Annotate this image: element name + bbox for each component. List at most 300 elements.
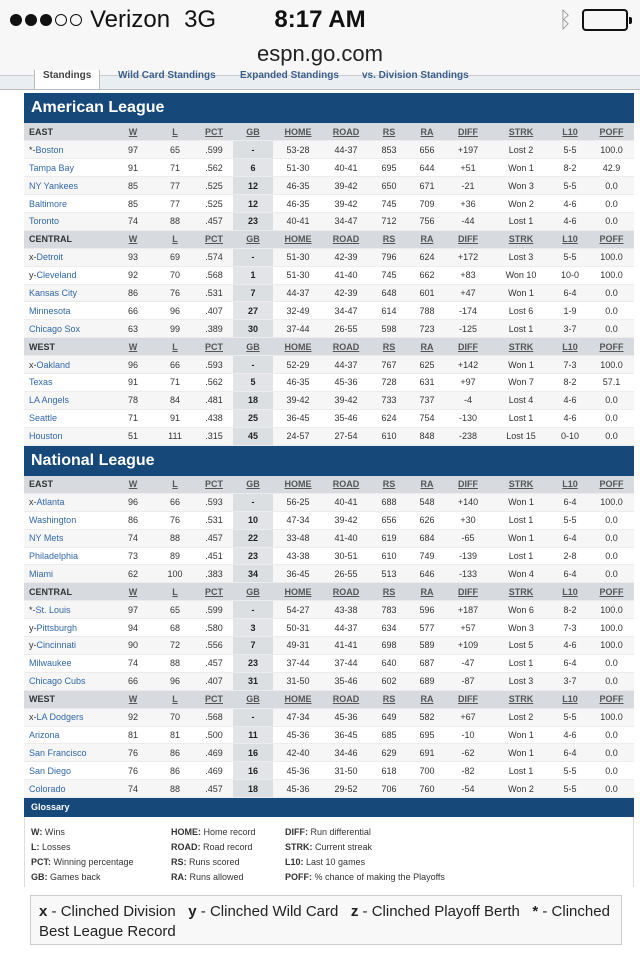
stat-rs: 656 — [369, 511, 409, 529]
stat-strk: Won 10 — [491, 266, 551, 284]
column-header-pct[interactable]: PCT — [195, 690, 233, 708]
stat-ra: 589 — [409, 637, 445, 655]
stat-rs: 853 — [369, 141, 409, 159]
stat-l10: 2-8 — [551, 547, 589, 565]
stat-pct: .599 — [195, 601, 233, 619]
stat-gb: 16 — [233, 762, 273, 780]
network-type: 3G — [184, 6, 217, 33]
stat-pct: .407 — [195, 672, 233, 690]
stat-w: 96 — [111, 493, 155, 511]
team-link[interactable]: Tampa Bay — [29, 162, 75, 173]
glossary — [24, 817, 634, 887]
team-link[interactable]: Colorado — [29, 783, 66, 794]
column-header-rs[interactable]: RS — [369, 690, 409, 708]
team-link[interactable]: Kansas City — [29, 287, 78, 298]
stat-ra: 624 — [409, 248, 445, 266]
stat-pct: .562 — [195, 159, 233, 177]
column-header-w[interactable]: W — [111, 230, 155, 248]
column-header-home[interactable]: HOME — [273, 123, 323, 141]
stat-strk: Won 1 — [491, 159, 551, 177]
stat-poff: 42.9 — [589, 159, 634, 177]
stat-home: 33-48 — [273, 529, 323, 547]
stat-diff: +142 — [445, 356, 491, 374]
stat-poff: 0.0 — [589, 654, 634, 672]
column-header-poff[interactable]: POFF — [589, 690, 634, 708]
column-header-rs[interactable]: RS — [369, 123, 409, 141]
column-header-l[interactable]: L — [155, 123, 195, 141]
stat-pct: .438 — [195, 409, 233, 427]
stat-l: 86 — [155, 762, 195, 780]
column-header-gb[interactable]: GB — [233, 583, 273, 601]
column-header-home[interactable]: HOME — [273, 583, 323, 601]
column-header-poff[interactable]: POFF — [589, 230, 634, 248]
stat-poff: 0.0 — [589, 409, 634, 427]
stat-w: 90 — [111, 637, 155, 655]
team-cell — [24, 356, 111, 374]
glossary-column — [285, 825, 445, 885]
division-name: CENTRAL — [24, 583, 111, 601]
column-header-gb[interactable]: GB — [233, 123, 273, 141]
division-header-row — [24, 690, 634, 708]
column-header-ra[interactable]: RA — [409, 230, 445, 248]
stat-gb: 1 — [233, 266, 273, 284]
column-header-home[interactable]: HOME — [273, 476, 323, 494]
glossary-key: HOME: — [171, 827, 201, 838]
stat-pct: .481 — [195, 391, 233, 409]
stat-home: 45-36 — [273, 726, 323, 744]
column-header-l10[interactable]: L10 — [551, 123, 589, 141]
stat-road: 42-39 — [323, 284, 369, 302]
stat-diff: -82 — [445, 762, 491, 780]
team-link[interactable]: Milwaukee — [29, 658, 72, 669]
stat-rs: 712 — [369, 212, 409, 230]
column-header-strk[interactable]: STRK — [491, 230, 551, 248]
team-row — [24, 726, 634, 744]
team-row — [24, 493, 634, 511]
stat-l: 76 — [155, 284, 195, 302]
column-header-road[interactable]: ROAD — [323, 338, 369, 356]
column-header-l[interactable]: L — [155, 690, 195, 708]
stat-road: 26-55 — [323, 320, 369, 338]
stat-ra: 582 — [409, 708, 445, 726]
column-header-ra[interactable]: RA — [409, 690, 445, 708]
column-header-ra[interactable]: RA — [409, 123, 445, 141]
team-cell — [24, 284, 111, 302]
column-header-poff[interactable]: POFF — [589, 476, 634, 494]
tab-wild-card-standings[interactable]: Wild Card Standings — [118, 70, 216, 81]
team-link[interactable]: Boston — [35, 144, 64, 155]
stat-l10: 3-7 — [551, 320, 589, 338]
stat-l: 100 — [155, 565, 195, 583]
team-link[interactable]: St. Louis — [35, 604, 71, 615]
stat-l10: 10-0 — [551, 266, 589, 284]
column-header-home[interactable]: HOME — [273, 230, 323, 248]
tab-vs-division-standings[interactable]: vs. Division Standings — [362, 70, 469, 81]
stat-l: 88 — [155, 780, 195, 798]
team-link[interactable]: LA Dodgers — [36, 712, 84, 723]
team-link[interactable]: Houston — [29, 431, 63, 442]
team-row — [24, 637, 634, 655]
stat-ra: 662 — [409, 266, 445, 284]
stat-w: 81 — [111, 726, 155, 744]
team-link[interactable]: LA Angels — [29, 395, 70, 406]
team-link[interactable]: Chicago Sox — [29, 323, 81, 334]
stat-diff: +36 — [445, 195, 491, 213]
stat-rs: 629 — [369, 744, 409, 762]
stat-poff: 0.0 — [589, 427, 634, 445]
team-link[interactable]: San Francisco — [29, 747, 87, 758]
stat-l10: 6-4 — [551, 493, 589, 511]
column-header-diff[interactable]: DIFF — [445, 690, 491, 708]
glossary-item — [31, 825, 134, 840]
column-header-road[interactable]: ROAD — [323, 690, 369, 708]
column-header-strk[interactable]: STRK — [491, 123, 551, 141]
column-header-l[interactable]: L — [155, 230, 195, 248]
stat-road: 30-51 — [323, 547, 369, 565]
column-header-poff[interactable]: POFF — [589, 338, 634, 356]
stat-ra: 684 — [409, 529, 445, 547]
glossary-item — [31, 855, 134, 870]
division-name: EAST — [24, 476, 111, 494]
column-header-l10[interactable]: L10 — [551, 230, 589, 248]
stat-pct: .389 — [195, 320, 233, 338]
stat-pct: .556 — [195, 637, 233, 655]
legend-item: x - Clinched Division — [39, 903, 176, 920]
column-header-rs[interactable]: RS — [369, 338, 409, 356]
team-link[interactable]: Cincinnati — [36, 640, 77, 651]
team-row — [24, 511, 634, 529]
team-link[interactable]: Cleveland — [36, 270, 77, 281]
stat-strk: Lost 3 — [491, 672, 551, 690]
glossary-value: Wins — [44, 827, 65, 838]
stat-gb: 34 — [233, 565, 273, 583]
stat-home: 43-38 — [273, 547, 323, 565]
glossary-key: POFF: — [285, 872, 312, 883]
team-cell — [24, 248, 111, 266]
stat-w: 51 — [111, 427, 155, 445]
stat-poff: 100.0 — [589, 493, 634, 511]
team-link[interactable]: Minnesota — [29, 305, 71, 316]
column-header-pct[interactable]: PCT — [195, 230, 233, 248]
stat-l: 65 — [155, 601, 195, 619]
stat-w: 97 — [111, 601, 155, 619]
column-header-strk[interactable]: STRK — [491, 583, 551, 601]
team-row — [24, 320, 634, 338]
clinch-legend — [30, 895, 622, 945]
column-header-w[interactable]: W — [111, 690, 155, 708]
division-name: WEST — [24, 690, 111, 708]
column-header-strk[interactable]: STRK — [491, 476, 551, 494]
stat-w: 74 — [111, 212, 155, 230]
team-link[interactable]: Toronto — [29, 216, 60, 227]
stat-home: 52-29 — [273, 356, 323, 374]
team-link[interactable]: Baltimore — [29, 198, 68, 209]
standings-content — [24, 93, 634, 887]
column-header-l[interactable]: L — [155, 338, 195, 356]
team-link[interactable]: Chicago Cubs — [29, 676, 86, 687]
team-cell — [24, 744, 111, 762]
stat-home: 45-36 — [273, 780, 323, 798]
column-header-strk[interactable]: STRK — [491, 690, 551, 708]
stat-l: 84 — [155, 391, 195, 409]
stat-home: 51-30 — [273, 159, 323, 177]
column-header-ra[interactable]: RA — [409, 338, 445, 356]
league-header: American League — [24, 93, 634, 123]
stat-home: 46-35 — [273, 195, 323, 213]
team-link[interactable]: Miami — [29, 568, 53, 579]
stat-l10: 5-5 — [551, 177, 589, 195]
column-header-diff[interactable]: DIFF — [445, 583, 491, 601]
legend-value: Clinched Wild Card — [209, 903, 339, 920]
stat-w: 97 — [111, 141, 155, 159]
stat-pct: .315 — [195, 427, 233, 445]
stat-l10: 4-6 — [551, 195, 589, 213]
stat-ra: 548 — [409, 493, 445, 511]
legend-key: y — [188, 903, 197, 920]
column-header-gb[interactable]: GB — [233, 690, 273, 708]
stat-road: 37-44 — [323, 654, 369, 672]
tab-expanded-standings[interactable]: Expanded Standings — [240, 70, 339, 81]
column-header-l[interactable]: L — [155, 476, 195, 494]
stat-l: 91 — [155, 409, 195, 427]
stat-w: 92 — [111, 266, 155, 284]
stat-l: 88 — [155, 529, 195, 547]
stat-w: 76 — [111, 744, 155, 762]
team-cell — [24, 762, 111, 780]
team-cell — [24, 780, 111, 798]
stat-ra: 689 — [409, 672, 445, 690]
stat-gb: - — [233, 601, 273, 619]
team-row — [24, 672, 634, 690]
stat-w: 96 — [111, 356, 155, 374]
stat-diff: +83 — [445, 266, 491, 284]
column-header-strk[interactable]: STRK — [491, 338, 551, 356]
stat-road: 44-37 — [323, 356, 369, 374]
stat-strk: Lost 15 — [491, 427, 551, 445]
stat-ra: 625 — [409, 356, 445, 374]
team-link[interactable]: Detroit — [36, 252, 64, 263]
stat-road: 34-46 — [323, 744, 369, 762]
stat-gb: 23 — [233, 547, 273, 565]
stat-diff: +67 — [445, 708, 491, 726]
league-header: National League — [24, 446, 634, 476]
column-header-w[interactable]: W — [111, 476, 155, 494]
tab-standings[interactable]: Standings — [34, 70, 100, 90]
stat-pct: .457 — [195, 654, 233, 672]
column-header-rs[interactable]: RS — [369, 476, 409, 494]
stat-w: 66 — [111, 302, 155, 320]
legend-key: x — [39, 903, 48, 920]
stat-diff: +187 — [445, 601, 491, 619]
team-row — [24, 762, 634, 780]
stat-rs: 650 — [369, 177, 409, 195]
stat-poff: 100.0 — [589, 619, 634, 637]
team-cell — [24, 601, 111, 619]
column-header-home[interactable]: HOME — [273, 338, 323, 356]
column-header-w[interactable]: W — [111, 338, 155, 356]
stat-poff: 100.0 — [589, 601, 634, 619]
column-header-gb[interactable]: GB — [233, 230, 273, 248]
column-header-w[interactable]: W — [111, 583, 155, 601]
column-header-pct[interactable]: PCT — [195, 476, 233, 494]
stat-home: 32-49 — [273, 302, 323, 320]
column-header-gb[interactable]: GB — [233, 476, 273, 494]
column-header-road[interactable]: ROAD — [323, 123, 369, 141]
stat-l: 89 — [155, 547, 195, 565]
glossary-value: Runs allowed — [189, 872, 244, 883]
column-header-ra[interactable]: RA — [409, 583, 445, 601]
team-cell — [24, 619, 111, 637]
team-cell — [24, 511, 111, 529]
column-header-diff[interactable]: DIFF — [445, 123, 491, 141]
glossary-value: Winning percentage — [53, 857, 134, 868]
team-cell — [24, 672, 111, 690]
stat-home: 49-31 — [273, 637, 323, 655]
stat-strk: Won 2 — [491, 195, 551, 213]
column-header-pct[interactable]: PCT — [195, 583, 233, 601]
glossary-value: Road record — [203, 842, 253, 853]
column-header-pct[interactable]: PCT — [195, 123, 233, 141]
column-header-rs[interactable]: RS — [369, 583, 409, 601]
stat-ra: 788 — [409, 302, 445, 320]
stat-diff: -174 — [445, 302, 491, 320]
column-header-diff[interactable]: DIFF — [445, 338, 491, 356]
team-link[interactable]: NY Yankees — [29, 180, 79, 191]
team-link[interactable]: San Diego — [29, 765, 72, 776]
team-link[interactable]: Seattle — [29, 413, 58, 424]
team-cell — [24, 654, 111, 672]
team-cell — [24, 708, 111, 726]
stat-pct: .593 — [195, 493, 233, 511]
stat-rs: 610 — [369, 427, 409, 445]
stat-diff: -87 — [445, 672, 491, 690]
team-link[interactable]: Oakland — [36, 359, 71, 370]
stat-diff: -44 — [445, 212, 491, 230]
stat-gb: - — [233, 356, 273, 374]
stat-road: 40-41 — [323, 493, 369, 511]
legend-value: Clinched Best League Record — [39, 903, 610, 940]
stat-rs: 602 — [369, 672, 409, 690]
stat-l10: 8-2 — [551, 373, 589, 391]
stat-diff: -62 — [445, 744, 491, 762]
team-link[interactable]: Washington — [29, 515, 77, 526]
stat-home: 31-50 — [273, 672, 323, 690]
column-header-l10[interactable]: L10 — [551, 338, 589, 356]
stat-diff: -47 — [445, 654, 491, 672]
stat-diff: -125 — [445, 320, 491, 338]
glossary-key: ROAD: — [171, 842, 201, 853]
stat-poff: 0.0 — [589, 284, 634, 302]
stat-ra: 709 — [409, 195, 445, 213]
stat-home: 47-34 — [273, 511, 323, 529]
stat-road: 45-36 — [323, 373, 369, 391]
glossary-item — [285, 825, 445, 840]
stat-gb: - — [233, 141, 273, 159]
team-link[interactable]: Atlanta — [36, 497, 65, 508]
stat-diff: -133 — [445, 565, 491, 583]
column-header-road[interactable]: ROAD — [323, 230, 369, 248]
stat-rs: 745 — [369, 266, 409, 284]
team-row — [24, 391, 634, 409]
team-link[interactable]: Texas — [29, 377, 53, 388]
stat-l: 77 — [155, 195, 195, 213]
stat-ra: 848 — [409, 427, 445, 445]
column-header-road[interactable]: ROAD — [323, 583, 369, 601]
stat-pct: .407 — [195, 302, 233, 320]
glossary-item — [31, 870, 134, 885]
team-link[interactable]: Arizona — [29, 729, 60, 740]
column-header-ra[interactable]: RA — [409, 476, 445, 494]
stat-rs: 745 — [369, 195, 409, 213]
column-header-gb[interactable]: GB — [233, 338, 273, 356]
legend-item: z - Clinched Playoff Berth — [350, 903, 520, 920]
stat-ra: 631 — [409, 373, 445, 391]
stat-strk: Won 3 — [491, 619, 551, 637]
glossary-key: DIFF: — [285, 827, 308, 838]
column-header-poff[interactable]: POFF — [589, 583, 634, 601]
stat-gb: 25 — [233, 409, 273, 427]
stat-strk: Lost 5 — [491, 637, 551, 655]
glossary-item — [31, 840, 134, 855]
column-header-pct[interactable]: PCT — [195, 338, 233, 356]
stat-l: 81 — [155, 726, 195, 744]
team-cell — [24, 195, 111, 213]
team-row — [24, 547, 634, 565]
column-header-l10[interactable]: L10 — [551, 690, 589, 708]
stat-ra: 687 — [409, 654, 445, 672]
stat-poff: 0.0 — [589, 780, 634, 798]
column-header-w[interactable]: W — [111, 123, 155, 141]
team-row — [24, 284, 634, 302]
stat-home: 53-28 — [273, 141, 323, 159]
stat-home: 47-34 — [273, 708, 323, 726]
stat-strk: Won 1 — [491, 493, 551, 511]
stat-ra: 749 — [409, 547, 445, 565]
stat-poff: 100.0 — [589, 248, 634, 266]
column-header-l10[interactable]: L10 — [551, 476, 589, 494]
stat-gb: - — [233, 248, 273, 266]
team-link[interactable]: Philadelphia — [29, 551, 79, 562]
stat-w: 85 — [111, 195, 155, 213]
column-header-road[interactable]: ROAD — [323, 476, 369, 494]
stat-gb: 27 — [233, 302, 273, 320]
stat-diff: -54 — [445, 780, 491, 798]
stat-pct: .574 — [195, 248, 233, 266]
stat-pct: .562 — [195, 373, 233, 391]
standings-table — [24, 123, 634, 446]
stat-ra: 577 — [409, 619, 445, 637]
column-header-rs[interactable]: RS — [369, 230, 409, 248]
column-header-diff[interactable]: DIFF — [445, 230, 491, 248]
stat-rs: 513 — [369, 565, 409, 583]
glossary-value: Run differential — [310, 827, 371, 838]
stat-l: 68 — [155, 619, 195, 637]
column-header-poff[interactable]: POFF — [589, 123, 634, 141]
stat-ra: 723 — [409, 320, 445, 338]
column-header-home[interactable]: HOME — [273, 690, 323, 708]
team-link[interactable]: Pittsburgh — [36, 622, 78, 633]
stat-poff: 100.0 — [589, 708, 634, 726]
stat-w: 74 — [111, 529, 155, 547]
stat-home: 24-57 — [273, 427, 323, 445]
team-link[interactable]: NY Mets — [29, 533, 64, 544]
stat-ra: 756 — [409, 212, 445, 230]
stat-l: 99 — [155, 320, 195, 338]
column-header-diff[interactable]: DIFF — [445, 476, 491, 494]
column-header-l10[interactable]: L10 — [551, 583, 589, 601]
column-header-l[interactable]: L — [155, 583, 195, 601]
stat-l: 69 — [155, 248, 195, 266]
